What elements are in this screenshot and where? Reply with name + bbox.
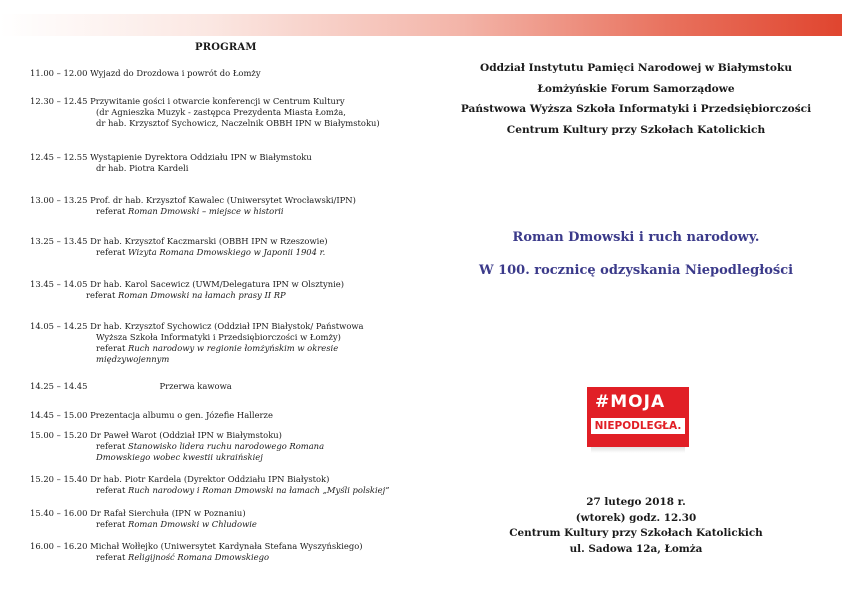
schedule-entry-3 <box>30 152 420 174</box>
entry-line: 12.30 – 12.45 Przywitanie gości i otwarcie konferencji w Centrum Kultury <box>30 96 345 106</box>
organizer-forum: Łomżyńskie Forum Samorządowe <box>537 82 735 95</box>
referat-title: Wizyta Romana Dmowskiego w Japonii 1904 r. <box>128 247 326 257</box>
conference-title: Roman Dmowski i ruch narodowy. <box>512 230 760 245</box>
referat-title: Religijność Romana Dmowskiego <box>128 552 269 562</box>
entry-line: 12.45 – 12.55 Wystąpienie Dyrektora Oddziału IPN w Białymstoku <box>30 152 312 162</box>
entry-line: 14.45 – 15.00 Prezentacja albumu o gen. Józefie Hallerze <box>30 410 273 420</box>
referat-title: Roman Dmowski na łamach prasy II RP <box>118 290 286 300</box>
conference-subtitle: W 100. rocznicę odzyskania Niepodległości <box>478 263 794 278</box>
referat-label: referat <box>96 552 129 562</box>
event-address: ul. Sadowa 12a, Łomża <box>569 542 703 555</box>
referat-title: Ruch narodowy i Roman Dmowski na łamach „Myśli polskiej” <box>128 485 390 495</box>
referat-label: referat <box>96 441 129 451</box>
decorative-gradient-bar <box>0 14 842 36</box>
organizer-centrum-kultury: Centrum Kultury przy Szkołach Katolickich <box>506 123 766 136</box>
schedule-entry-10 <box>30 430 420 463</box>
schedule-entry-5 <box>30 236 420 258</box>
referat-label: referat <box>96 485 129 495</box>
schedule-entry-7 <box>30 321 420 365</box>
referat-label: referat <box>96 343 129 353</box>
entry-line: 11.00 – 12.00 Wyjazd do Drozdowa i powrót do Łomży <box>30 68 261 78</box>
referat-title: Roman Dmowski – miejsce w historii <box>128 206 284 216</box>
referat-title: Roman Dmowski w Chludowie <box>128 519 257 529</box>
entry-line: 13.45 – 14.05 Dr hab. Karol Sacewicz (UWM/Delegatura IPN w Olsztynie) <box>30 279 345 289</box>
organizers <box>430 58 842 140</box>
schedule-entry-1 <box>30 68 420 79</box>
moja-niepodlegla-logo <box>587 387 689 447</box>
organizer-ipn: Oddział Instytutu Pamięci Narodowej w Białymstoku <box>479 62 793 74</box>
referat-label: referat <box>96 206 129 216</box>
entry-line: 16.00 – 16.20 Michał Wołłejko (Uniwersytet Kardynała Stefana Wyszyńskiego) <box>30 541 363 551</box>
schedule-entry-13 <box>30 541 420 563</box>
entry-line: dr hab. Piotra Kardeli <box>96 163 189 173</box>
referat-label: referat <box>96 247 129 257</box>
event-time: (wtorek) godz. 12.30 <box>575 511 697 524</box>
referat-label: referat <box>86 290 119 300</box>
entry-line: 15.40 – 16.00 Dr Rafał Sierchuła (IPN w Poznaniu) <box>30 508 246 518</box>
logo-shadow <box>591 447 685 453</box>
schedule-entry-2 <box>30 96 420 129</box>
logo-niepodlegla: NIEPODLEGŁA. <box>591 418 685 434</box>
entry-line: 15.20 – 15.40 Dr hab. Piotr Kardela (Dyrektor Oddziału IPN Białystok) <box>30 474 330 484</box>
event-date: 27 lutego 2018 r. <box>586 496 686 508</box>
entry-line: 13.25 – 13.45 Dr hab. Krzysztof Kaczmarski (OBBH IPN w Rzeszowie) <box>30 236 328 246</box>
entry-line: 13.00 – 13.25 Prof. dr hab. Krzysztof Kawalec (Uniwersytet Wrocławski/IPN) <box>30 195 356 205</box>
schedule-entry-12 <box>30 508 420 530</box>
coffee-break-label: Przerwa kawowa <box>159 381 232 391</box>
program-title: PROGRAM <box>195 42 257 53</box>
schedule-entry-11 <box>30 474 420 496</box>
entry-time: 14.25 – 14.45 <box>30 381 88 391</box>
referat-title-cont: Dmowskiego wobec kwestii ukraińskiej <box>96 452 263 462</box>
event-details <box>430 495 842 557</box>
entry-line: dr hab. Krzysztof Sychowicz, Naczelnik OBBH IPN w Białymstoku) <box>96 118 380 128</box>
schedule-entry-6 <box>30 279 420 301</box>
referat-title-cont: międzywojennym <box>96 354 170 364</box>
schedule-entry-9 <box>30 410 420 421</box>
event-venue: Centrum Kultury przy Szkołach Katolickich <box>509 527 763 539</box>
entry-line: Wyższa Szkoła Informatyki i Przedsiębiorczości w Łomży) <box>96 332 341 342</box>
referat-title: Ruch narodowy w regionie łomżyńskim w okresie <box>128 343 339 353</box>
schedule-entry-4 <box>30 195 420 217</box>
referat-title: Stanowisko lidera ruchu narodowego Romana <box>128 441 325 451</box>
entry-line: 15.00 – 15.20 Dr Paweł Warot (Oddział IPN w Białymstoku) <box>30 430 282 440</box>
organizer-pwsip: Państwowa Wyższa Szkoła Informatyki i Przedsiębiorczości <box>460 103 812 115</box>
schedule-entry-8 <box>30 381 420 392</box>
entry-line: 14.05 – 14.25 Dr hab. Krzysztof Sychowicz (Oddział IPN Białystok/ Państwowa <box>30 321 364 331</box>
entry-line: (dr Agnieszka Muzyk - zastępca Prezydenta Miasta Łomża, <box>96 107 346 117</box>
referat-label: referat <box>96 519 129 529</box>
logo-hashtag: #MOJA <box>595 392 666 412</box>
